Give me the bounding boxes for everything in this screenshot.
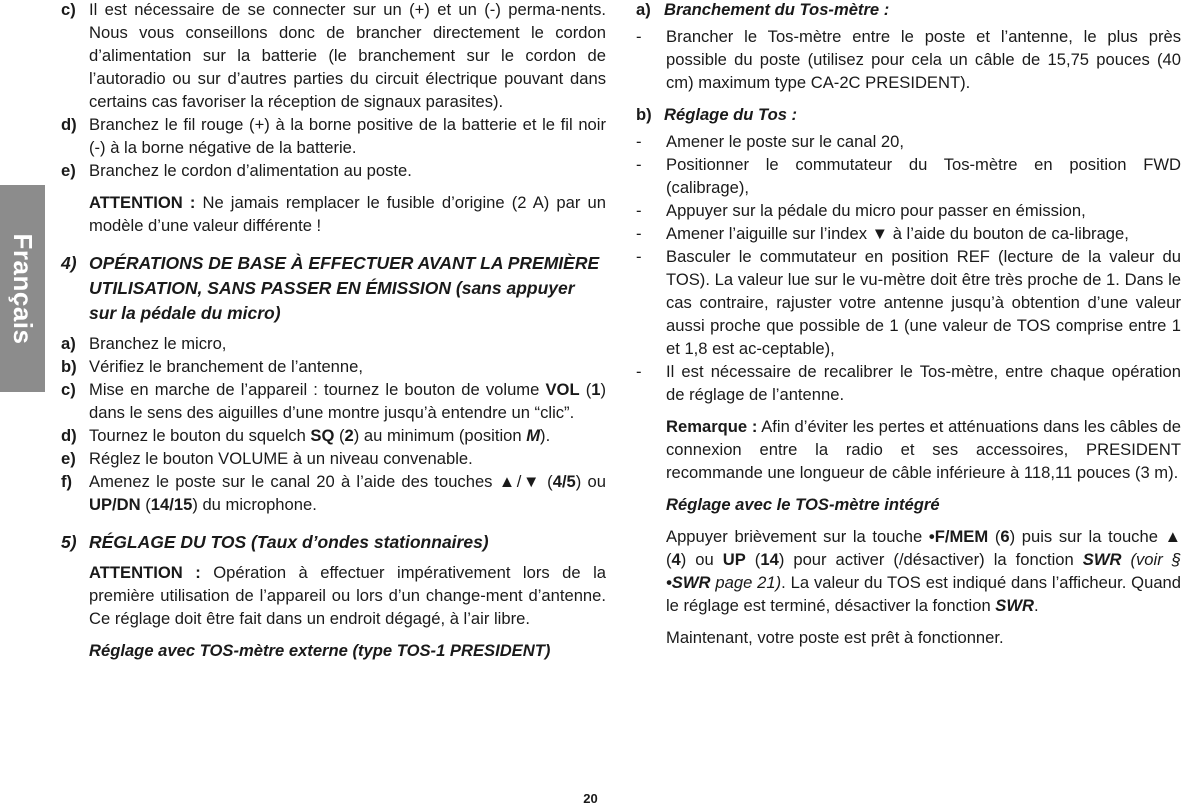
dash-bullet: -: [636, 155, 642, 174]
item-label: e): [61, 161, 76, 180]
vol-key: VOL: [545, 380, 580, 399]
item-text: Mise en marche de l’appareil : tournez le bouton de volume: [89, 380, 546, 399]
list-item: [636, 360, 1181, 406]
list-item: [636, 153, 1181, 199]
page-number: 20: [583, 791, 598, 806]
left-item-d: [61, 113, 606, 159]
item-label: a): [61, 334, 76, 353]
left-item-c: [61, 0, 606, 113]
list-item: [636, 222, 1181, 245]
dash-bullet: -: [636, 27, 642, 46]
attention-note-fuse: [61, 191, 606, 237]
item-text: ) dans le sens des aiguilles d’une montre jusqu’à entendre un “clic”.: [89, 380, 606, 422]
key-number: 6: [1000, 527, 1010, 546]
para-text: ) pour activer (/désactiver) la fonction: [778, 550, 1083, 569]
list-item: [636, 130, 1181, 153]
heading-text: Réglage du Tos :: [664, 105, 798, 124]
attention-note-tos: [61, 561, 606, 630]
list-item: [636, 245, 1181, 360]
item-text: ) du microphone.: [192, 495, 317, 514]
updn-key: UP/DN: [89, 495, 141, 514]
swr-function: SWR: [1082, 550, 1122, 569]
item-text: Brancher le Tos-mètre entre le poste et l’antenne, le plus près possible du poste (utilisez pour cela un câble de 15,75 pouces (40 cm) maximum type CA-2C PRESIDENT).: [666, 27, 1181, 92]
para-text: . La valeur du TOS est indiqué dans l’afficheur. Quand le réglage est terminé, désactiver la fonction: [666, 573, 1181, 615]
s4-item-f: [61, 470, 606, 516]
heading-b: [636, 103, 1181, 126]
language-label: Français: [7, 233, 38, 344]
item-text: Branchez le cordon d’alimentation au poste.: [89, 161, 412, 180]
right-column: [636, 0, 1181, 649]
swr-function: SWR: [995, 596, 1035, 615]
heading-text: Branchement du Tos-mètre :: [664, 0, 890, 19]
section-number: 4): [61, 253, 77, 273]
left-column: [61, 0, 606, 662]
language-side-tab: [0, 185, 45, 392]
dash-bullet: -: [636, 224, 642, 243]
item-label: c): [61, 0, 76, 19]
item-label: f): [61, 472, 73, 491]
internal-tos-subheading: Réglage avec le TOS-mètre intégré: [666, 495, 940, 514]
section-number: 5): [61, 532, 77, 552]
para-text: (: [745, 550, 761, 569]
item-label: d): [61, 426, 77, 445]
final-sentence: Maintenant, votre poste est prêt à fonctionner.: [666, 628, 1004, 647]
item-label: b): [61, 357, 77, 376]
remarque-label: Remarque :: [666, 417, 758, 436]
s4-item-c: [61, 378, 606, 424]
key-number: 14/15: [150, 495, 193, 514]
attention-text: Opération à effectuer impérativement lors de la première utilisation de l’appareil ou lors d’un change-ment d’antenne. Ce réglage doit être fait dans un endroit dégagé, à l’air libre.: [89, 563, 606, 628]
item-text: Vérifiez le branchement de l’antenne,: [89, 357, 363, 376]
s4-item-e: [61, 447, 606, 470]
item-text: (: [334, 426, 345, 445]
key-number: 2: [344, 426, 354, 445]
item-text: Réglez le bouton VOLUME à un niveau convenable.: [89, 449, 473, 468]
up-key: UP: [722, 550, 746, 569]
item-label: d): [61, 115, 77, 134]
section-title: RÉGLAGE DU TOS (Taux d’ondes stationnaires): [89, 532, 489, 552]
attention-label: ATTENTION :: [89, 193, 196, 212]
item-text: (: [140, 495, 151, 514]
see-reference: (voir §: [1130, 550, 1181, 569]
sq-key: SQ: [310, 426, 335, 445]
item-text: Positionner le commutateur du Tos-mètre en position FWD (calibrage),: [666, 155, 1181, 197]
remarque-note: [636, 415, 1181, 484]
item-text: Amener l’aiguille sur l’index ▼ à l’aide du bouton de ca-librage,: [666, 224, 1129, 243]
para-text: Appuyer brièvement sur la touche: [666, 527, 929, 546]
list-item: [636, 199, 1181, 222]
item-text: Il est nécessaire de se connecter sur un (+) et un (-) perma-nents. Nous vous conseillons donc de brancher directement le cordon d’alimentation sur la batterie (le branchement sur le cordon de l’autoradio ou sur d’autres parties du circuit électrique pouvant dans certains cas favoriser la réception de signaux parasites).: [89, 0, 606, 111]
position-m: M: [526, 426, 541, 445]
list-item: [636, 25, 1181, 94]
attention-label: ATTENTION :: [89, 563, 201, 582]
item-text: Amener le poste sur le canal 20,: [666, 132, 904, 151]
dash-bullet: -: [636, 132, 642, 151]
item-text: Il est nécessaire de recalibrer le Tos-mètre, entre chaque opération de réglage de l’antenne.: [666, 362, 1181, 404]
swr-reference: •SWR: [666, 573, 711, 592]
item-label: a): [636, 0, 651, 19]
para-text: (: [988, 527, 1001, 546]
remarque-text: Afin d’éviter les pertes et atténuations dans les câbles de connexion entre la radio et ses accessoires, PRESIDENT recommande une longueur de câble inférieure à 118,11 pouces (3 m).: [666, 417, 1181, 482]
s4-item-d: [61, 424, 606, 447]
item-text: Basculer le commutateur en position REF (lecture de la valeur du TOS). La valeur lue sur le vu-mètre doit être très proche de 1. Dans le cas contraire, rajuster votre antenne jusqu’à obtention d’une valeur aussi proche que possible de 1 (une valeur de TOS comprise entre 1 et 1,8 est ac-ceptable),: [666, 247, 1181, 358]
s4-item-b: [61, 355, 606, 378]
heading-a: [636, 0, 1181, 21]
dash-bullet: -: [636, 362, 642, 381]
section-title: OPÉRATIONS DE BASE À EFFECTUER AVANT LA PREMIÈRE UTILISATION, SANS PASSER EN ÉMISSION (sans appuyer sur la pédale du micro): [89, 253, 600, 323]
item-text: (: [579, 380, 592, 399]
internal-tos-paragraph: [636, 525, 1181, 617]
para-text: ) puis sur la touche ▲ (: [666, 527, 1181, 569]
item-label: c): [61, 380, 76, 399]
key-number: 1: [591, 380, 601, 399]
item-text: Appuyer sur la pédale du micro pour passer en émission,: [666, 201, 1086, 220]
section-4-heading: [61, 251, 606, 326]
key-number: 4: [671, 550, 681, 569]
para-text: .: [1034, 596, 1039, 615]
item-text: ).: [540, 426, 551, 445]
s4-item-a: [61, 332, 606, 355]
external-tos-subheading: Réglage avec TOS-mètre externe (type TOS-1 PRESIDENT): [89, 641, 551, 660]
page-reference: page 21): [710, 573, 782, 592]
item-label: e): [61, 449, 76, 468]
item-text: Branchez le fil rouge (+) à la borne positive de la batterie et le fil noir (-) à la borne négative de la batterie.: [89, 115, 606, 157]
item-label: b): [636, 105, 652, 124]
dash-bullet: -: [636, 201, 642, 220]
para-text: ) ou: [680, 550, 723, 569]
item-text: Amenez le poste sur le canal 20 à l’aide des touches ▲/▼ (: [89, 472, 553, 491]
item-text: ) ou: [575, 472, 606, 491]
item-text: Tournez le bouton du squelch: [89, 426, 311, 445]
left-item-e: [61, 159, 606, 182]
item-text: Branchez le micro,: [89, 334, 227, 353]
item-text: ) au minimum (position: [353, 426, 527, 445]
key-number: 14: [760, 550, 779, 569]
section-5-heading: [61, 530, 606, 555]
attention-text: Ne jamais remplacer le fusible d’origine (2 A) par un modèle d’une valeur différente !: [89, 193, 606, 235]
dash-bullet: -: [636, 247, 642, 266]
key-number: 4/5: [552, 472, 576, 491]
fmem-key: •F/MEM: [928, 527, 989, 546]
